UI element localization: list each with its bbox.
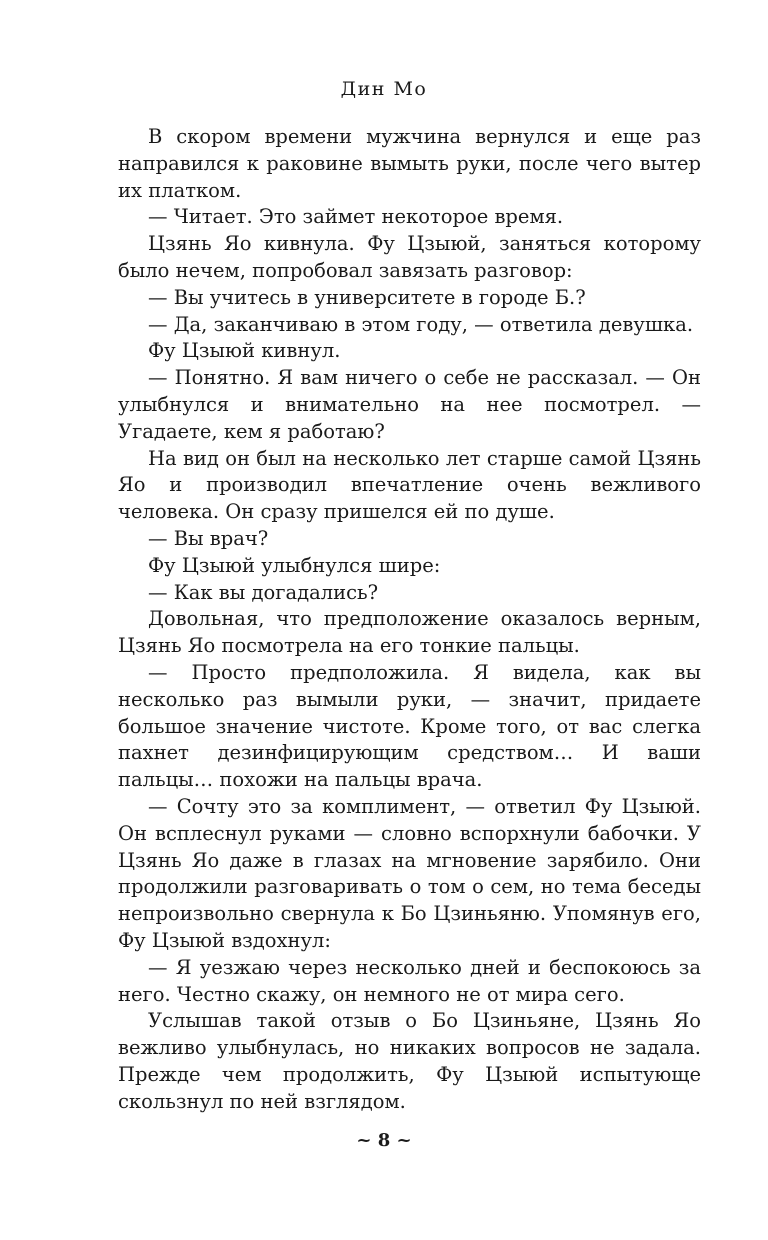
paragraph: Цзянь Яо кивнула. Фу Цзыюй, заняться которому было нечем, попробовал завязать разговор: [118, 232, 701, 282]
paragraph: Услышав такой отзыв о Бо Цзиньяне, Цзянь Яо вежливо улыбнулась, но никаких вопросов не задала. Прежде чем продолжить, Фу Цзыюй испытующе скользнул по ней взглядом. [118, 1009, 701, 1113]
paragraph: — Сочту это за комплимент, — ответил Фу Цзыюй. Он всплеснул руками — словно вспорхнули бабочки. У Цзянь Яо даже в глазах на мгновение зарябило. Они продолжили разговаривать о том о сем, но тема беседы непроизвольно свернула к Бо Цзиньяню. Упомянув его, Фу Цзыюй вздохнул: [118, 794, 701, 952]
page-number: ~ 8 ~ [356, 1130, 412, 1151]
paragraph: — Я уезжаю через несколько дней и беспокоюсь за него. Честно скажу, он немного не от мира сего. [118, 955, 701, 1006]
running-header-author: Дин Мо [340, 78, 428, 100]
paragraph: — Понятно. Я вам ничего о себе не рассказал. — Он улыбнулся и внимательно на нее посмотрел. — Угадаете, кем я работаю? [118, 366, 701, 443]
paragraph: — Вы учитесь в университете в городе Б.? [148, 285, 586, 309]
body-text [118, 124, 701, 1115]
paragraph: — Читает. Это займет некоторое время. [148, 205, 564, 229]
paragraph: — Да, заканчиваю в этом году, — ответила девушка. [148, 312, 694, 336]
paragraph: — Вы врач? [148, 526, 269, 550]
paragraph: Фу Цзыюй улыбнулся шире: [148, 553, 441, 577]
paragraph: — Просто предположила. Я видела, как вы несколько раз вымыли руки, — значит, придаете большое значение чистоте. Кроме того, от вас слегка пахнет дезинфицирующим средством… И ваши пальцы… похожи на пальцы врача. [118, 660, 701, 792]
paragraph: Фу Цзыюй кивнул. [148, 339, 341, 363]
paragraph: В скором времени мужчина вернулся и еще раз направился к раковине вымыть руки, после чего вытер их платком. [118, 125, 701, 202]
paragraph: На вид он был на несколько лет старше самой Цзянь Яо и производил впечатление очень вежливого человека. Он сразу пришелся ей по душе. [118, 446, 701, 524]
paragraph: Довольная, что предположение оказалось верным, Цзянь Яо посмотрела на его тонкие пальцы. [118, 607, 701, 658]
paragraph: — Как вы догадались? [148, 580, 379, 604]
